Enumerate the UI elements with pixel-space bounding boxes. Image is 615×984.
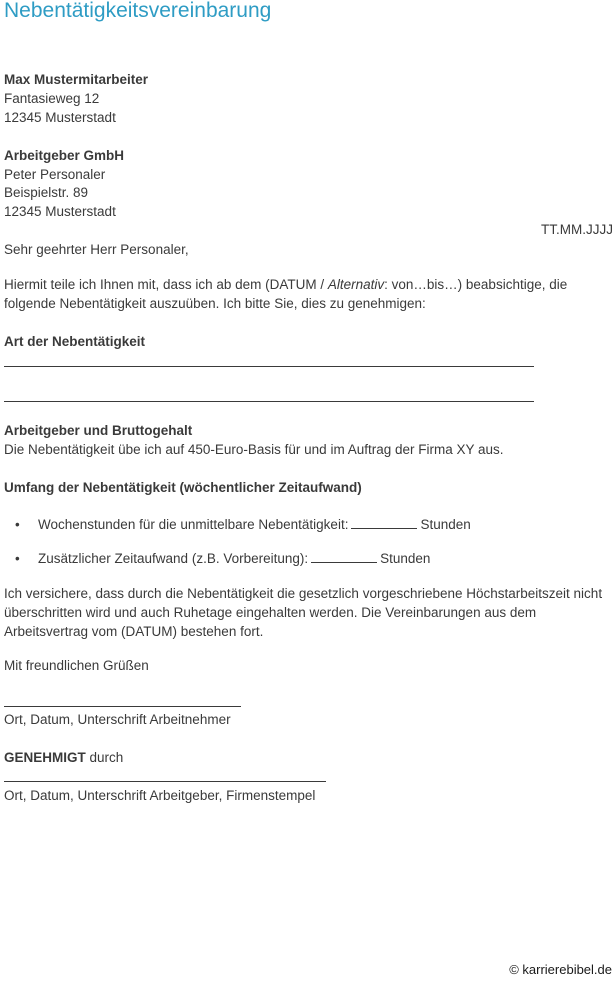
bullet-label: Zusätzlicher Zeitaufwand (z.B. Vorbereitung): [38, 551, 309, 566]
hours-blank [311, 550, 377, 563]
intro-part1: Hiermit teile ich Ihnen mit, dass ich ab dem (DATUM / [4, 277, 328, 292]
employer-signature-line [4, 781, 326, 782]
fill-in-line-2 [4, 401, 534, 402]
approval-rest: durch [85, 750, 124, 765]
employee-signature-label: Ort, Datum, Unterschrift Arbeitnehmer [4, 712, 231, 727]
bullet-item [4, 549, 430, 568]
hours-blank [351, 516, 417, 529]
heading-employer: Arbeitgeber und Bruttogehalt [4, 423, 193, 438]
intro-italic: Alternativ [327, 277, 385, 292]
date-placeholder: TT.MM.JJJJ [541, 222, 613, 237]
closing: Mit freundlichen Grüßen [4, 658, 149, 673]
intro-part2: : von…bis…) beabsichtige, die folgende Nebentätigkeit auszuüben. Ich bitte Sie, dies zu genehmigen: [4, 277, 568, 311]
sender-city: 12345 Musterstadt [4, 110, 116, 125]
bullet-dot: • [15, 551, 20, 566]
approval-bold: GENEHMIGT [4, 750, 86, 765]
sender-name: Max Mustermitarbeiter [4, 72, 149, 87]
recipient-city: 12345 Musterstadt [4, 204, 116, 219]
employee-signature-line [4, 706, 241, 707]
document-title: Nebentätigkeitsvereinbarung [4, 0, 272, 22]
salutation: Sehr geehrter Herr Personaler, [4, 242, 189, 257]
recipient-person: Peter Personaler [4, 167, 106, 182]
sender-street: Fantasieweg 12 [4, 91, 100, 106]
bullet-unit: Stunden [420, 517, 471, 532]
approval-line [4, 748, 123, 767]
employer-signature-label: Ort, Datum, Unterschrift Arbeitgeber, Firmenstempel [4, 788, 316, 803]
heading-art: Art der Nebentätigkeit [4, 334, 146, 349]
bullet-item [4, 515, 471, 534]
bullet-dot: • [15, 517, 20, 532]
bullet-label: Wochenstunden für die unmittelbare Nebentätigkeit: [38, 517, 349, 532]
assurance-paragraph: Ich versichere, dass durch die Nebentätigkeit die gesetzlich vorgeschriebene Höchstarbeitszeit nicht überschritten wird und auch Ruhetage eingehalten werden. Die Vereinbarungen aus dem Arbeitsvertrag vom (DATUM) bestehen fort. [4, 586, 603, 639]
heading-scope: Umfang der Nebentätigkeit (wöchentlicher Zeitaufwand) [4, 480, 362, 495]
recipient-street: Beispielstr. 89 [4, 185, 89, 200]
employer-text: Die Nebentätigkeit übe ich auf 450-Euro-Basis für und im Auftrag der Firma XY aus. [4, 442, 504, 457]
intro-paragraph [4, 275, 604, 313]
footer-copyright: © karrierebibel.de [509, 962, 612, 977]
bullet-unit: Stunden [380, 551, 431, 566]
fill-in-line-1 [4, 366, 534, 367]
recipient-company: Arbeitgeber GmbH [4, 148, 125, 163]
